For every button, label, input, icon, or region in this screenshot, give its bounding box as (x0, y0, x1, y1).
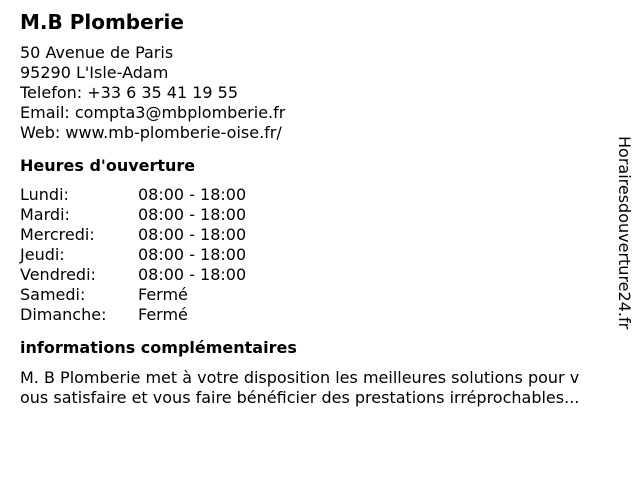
email-address: Email: compta3@mbplomberie.fr (20, 103, 286, 122)
time-value: 08:00 - 18:00 (138, 205, 247, 224)
business-name: M.B Plomberie (20, 10, 184, 34)
hours-row-vendredi (20, 265, 628, 285)
info-line-1: M. B Plomberie met à votre disposition les meilleures solutions pour v (20, 368, 580, 387)
hours-row-dimanche (20, 305, 628, 325)
address-city: 95290 L'Isle-Adam (20, 63, 169, 82)
time-value: Fermé (138, 285, 188, 304)
day-label: Samedi: (20, 285, 86, 304)
website: Web: www.mb-plomberie-oise.fr/ (20, 123, 282, 142)
day-label: Vendredi: (20, 265, 96, 284)
hours-row-mercredi (20, 225, 628, 245)
day-label: Mercredi: (20, 225, 95, 244)
site-watermark: Horairesdouverture24.fr (615, 136, 634, 330)
phone-number: Telefon: +33 6 35 41 19 55 (20, 83, 239, 102)
day-label: Dimanche: (20, 305, 107, 324)
day-label: Mardi: (20, 205, 70, 224)
address-street: 50 Avenue de Paris (20, 43, 174, 62)
info-description (20, 368, 628, 408)
contact-block (20, 43, 628, 143)
hours-row-mardi (20, 205, 628, 225)
day-label: Lundi: (20, 185, 69, 204)
info-heading: informations complémentaires (20, 338, 297, 357)
day-label: Jeudi: (20, 245, 65, 264)
hours-heading: Heures d'ouverture (20, 156, 196, 175)
time-value: 08:00 - 18:00 (138, 265, 247, 284)
time-value: Fermé (138, 305, 188, 324)
business-card (20, 10, 628, 408)
info-line-2: ous satisfaire et vous faire bénéficier des prestations irréprochables... (20, 388, 580, 407)
opening-hours-table (20, 185, 628, 325)
hours-row-jeudi (20, 245, 628, 265)
hours-row-samedi (20, 285, 628, 305)
hours-row-lundi (20, 185, 628, 205)
time-value: 08:00 - 18:00 (138, 225, 247, 244)
time-value: 08:00 - 18:00 (138, 185, 247, 204)
time-value: 08:00 - 18:00 (138, 245, 247, 264)
